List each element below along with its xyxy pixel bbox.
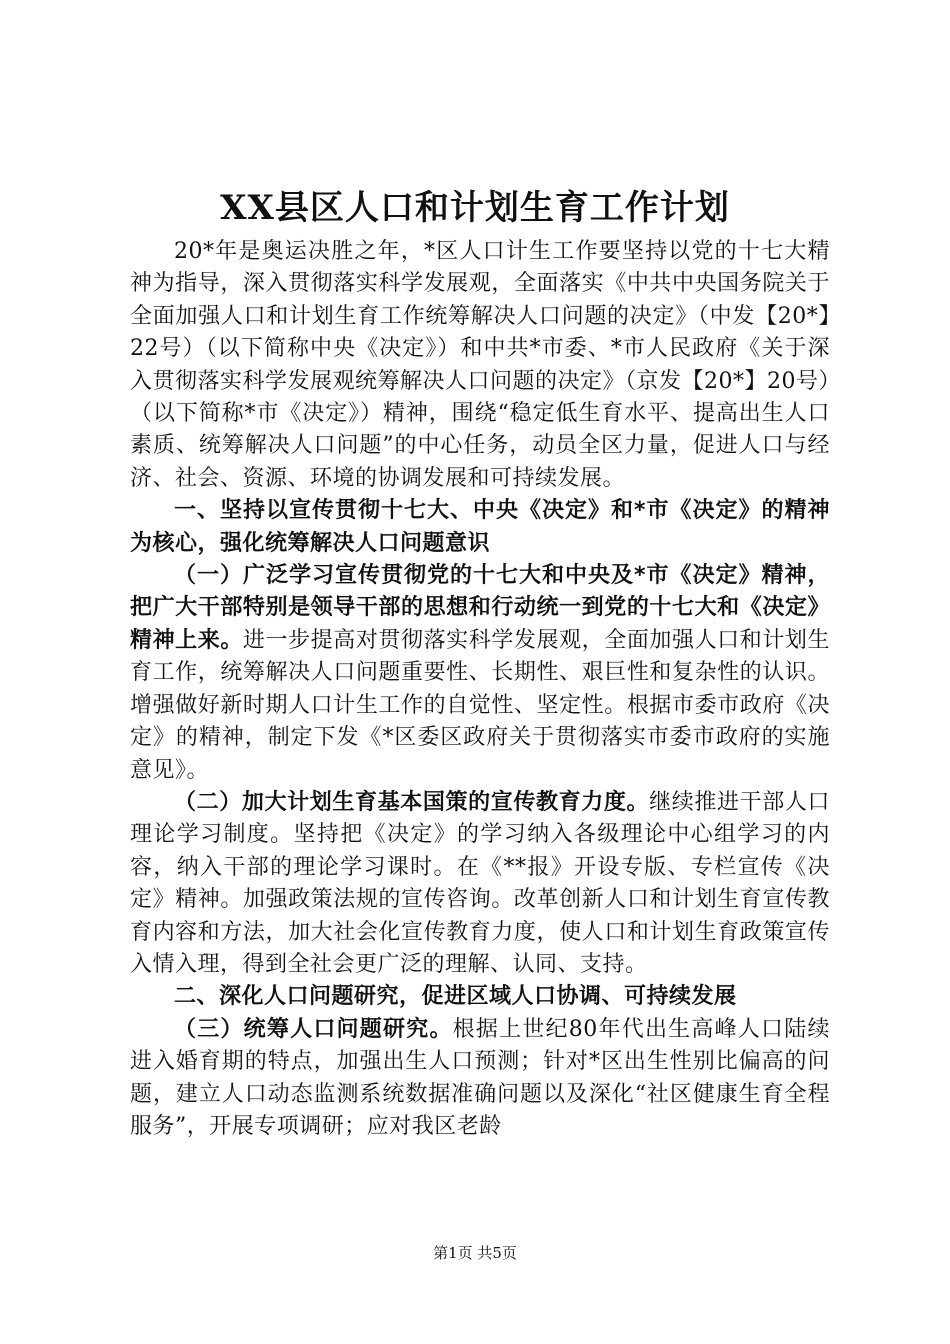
item-paragraph-1 [130, 560, 830, 787]
document-title: XX县区人口和计划生育工作计划 [220, 188, 730, 228]
item-paragraph-2 [130, 787, 830, 981]
page-footer: 第1页 共5页 [433, 1244, 517, 1262]
item-heading-1: （一）广泛学习宣传贯彻党的十七大和中央及*市《决定》精神，把广大干部特别是领导干部的思想和行动统一到党的十七大和《决定》精神上来。 [130, 563, 830, 653]
section-heading-1: 一、坚持以宣传贯彻十七大、中央《决定》和*市《决定》的精神为核心，强化统筹解决人口问题意识 [130, 498, 830, 556]
item-text-3: 根据上世纪80年代出生高峰人口陆续进入婚育期的特点，加强出生人口预测；针对*区出生性别比偏高的问题，建立人口动态监测系统数据准确问题以及深化“社区健康生育全程服务”，开展专项调研；应对我区老龄 [130, 1016, 830, 1139]
item-paragraph-3 [130, 1014, 830, 1144]
item-text-2: 继续推进干部人口理论学习制度。坚持把《决定》的学习纳入各级理论中心组学习的内容，纳入干部的理论学习课时。在《**报》开设专版、专栏宣传《决定》精神。加强政策法规的宣传咨询。改革创新人口和计划生育宣传教育内容和方法，加大社会化宣传教育力度，使人口和计划生育政策宣传入情入理，得到全社会更广泛的理解、认同、支持。 [130, 789, 830, 977]
item-text-1: 进一步提高对贯彻落实科学发展观，全面加强人口和计划生育工作，统筹解决人口问题重要性、长期性、艰巨性和复杂性的认识。增强做好新时期人口计生工作的自觉性、坚定性。根据市委市政府《决定》的精神，制定下发《*区委区政府关于贯彻落实市委市政府的实施意见》。 [130, 627, 830, 783]
intro-paragraph: 20*年是奥运决胜之年，*区人口计生工作要坚持以党的十七大精神为指导，深入贯彻落实科学发展观，全面落实《中共中央国务院关于全面加强人口和计划生育工作统筹解决人口问题的决定》（中发【20*】22号）（以下简称中央《决定》）和中共*市委、*市人民政府《关于深入贯彻落实科学发展观统筹解决人口问题的决定》（京发【20*】20号）（以下简称*市《决定》）精神，围绕“稳定低生育水平、提高出生人口素质、统筹解决人口问题”的中心任务，动员全区力量，促进人口与经济、社会、资源、环境的协调发展和可持续发展。 [130, 239, 830, 491]
section-heading-2: 二、深化人口问题研究，促进区域人口协调、可持续发展 [174, 984, 737, 1010]
document-body [130, 236, 830, 1143]
item-heading-3: （三）统筹人口问题研究。 [174, 1016, 453, 1042]
item-heading-2: （二）加大计划生育基本国策的宣传教育力度。 [174, 789, 650, 815]
